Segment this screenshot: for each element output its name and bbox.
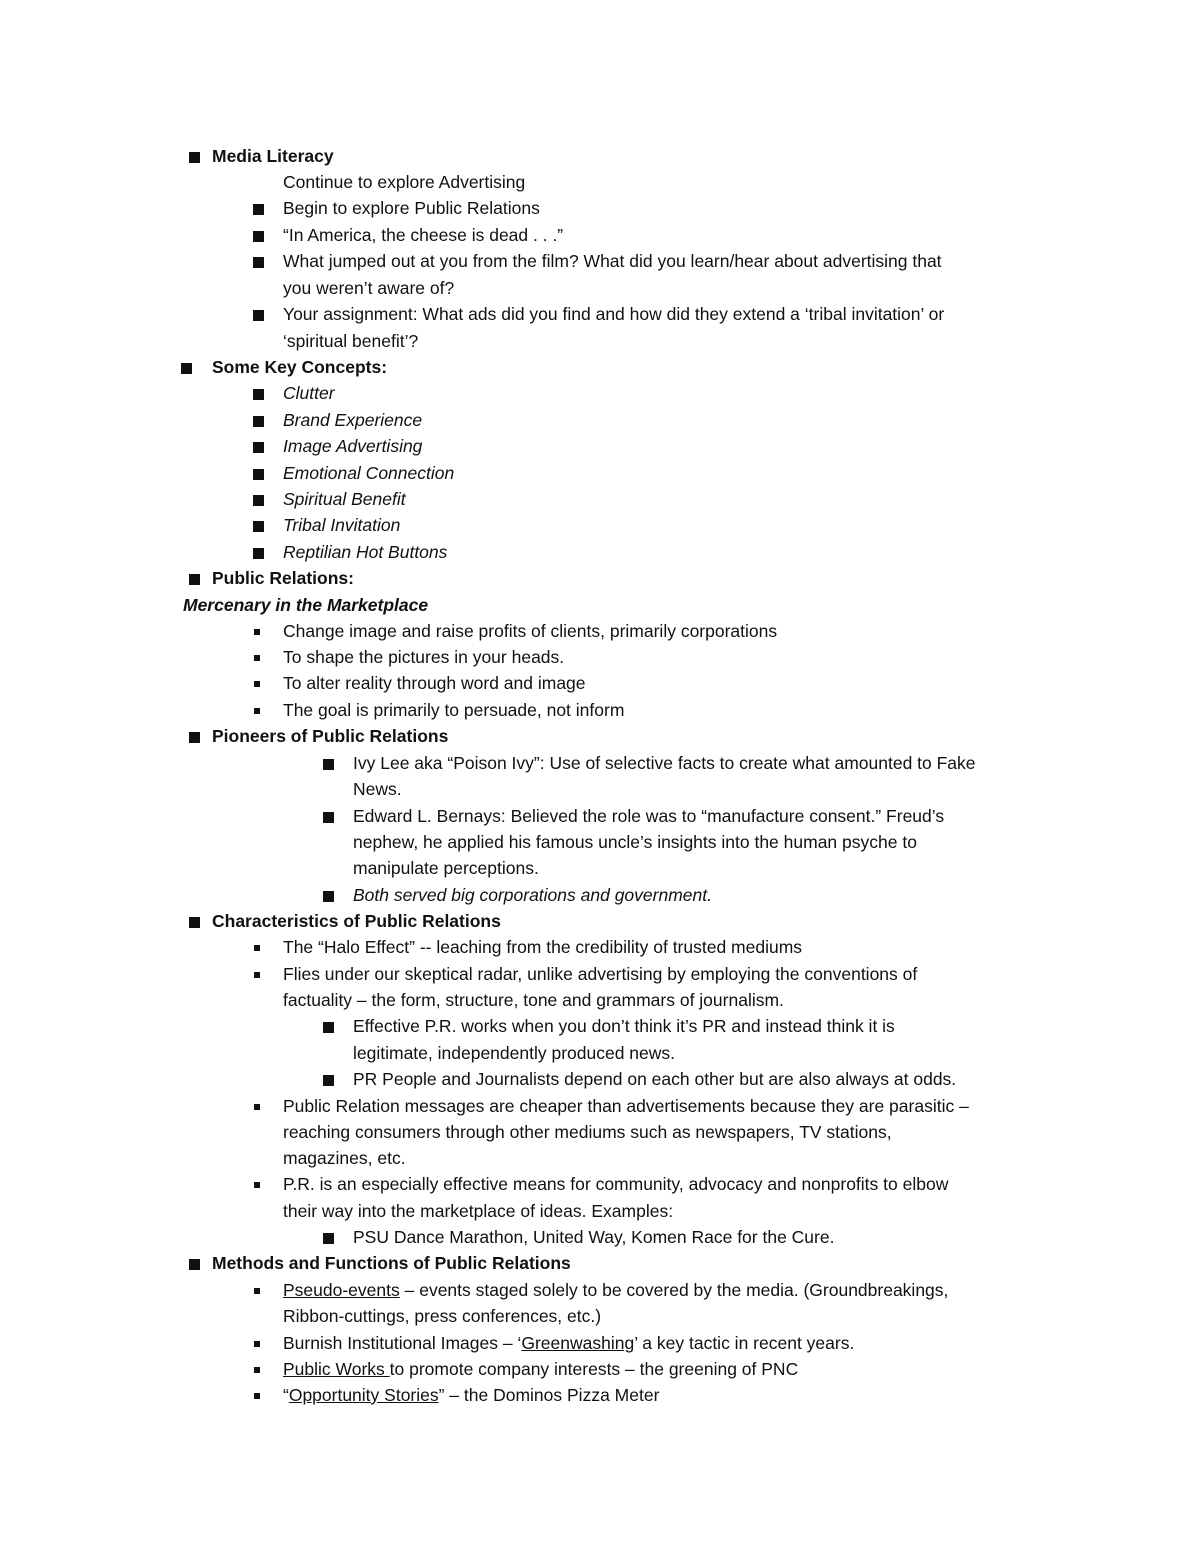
document-line (283, 672, 586, 694)
line-text: Tribal Invitation (283, 515, 401, 535)
document-line (283, 1121, 892, 1143)
document-line (283, 1200, 673, 1222)
line-text: “ (283, 1385, 289, 1405)
line-text: Your assignment: What ads did you find and how did they extend a ‘tribal invitation’ or (283, 304, 945, 324)
document-line (283, 1305, 601, 1327)
line-text: Characteristics of Public Relations (212, 911, 501, 931)
line-text: Clutter (283, 383, 335, 403)
line-text: “In America, the cheese is dead . . .” (283, 225, 564, 245)
small-square-bullet-icon (254, 945, 260, 951)
square-bullet-icon (253, 548, 264, 559)
line-text: ‘spiritual benefit’? (283, 331, 419, 351)
square-bullet-icon (323, 1022, 334, 1033)
square-bullet-icon (253, 204, 264, 215)
underlined-text: Opportunity Stories (288, 1385, 439, 1405)
line-text: Change image and raise profits of clients, primarily corporations (283, 621, 778, 641)
document-line (283, 435, 422, 457)
document-line (283, 1095, 969, 1117)
underlined-text: Public Works (283, 1359, 390, 1379)
document-line (212, 910, 501, 932)
document-line (283, 936, 802, 958)
document-line (283, 330, 418, 352)
document-line (353, 752, 976, 774)
line-text: – events staged solely to be covered by the media. (Groundbreakings, (399, 1280, 949, 1300)
square-bullet-icon (189, 574, 200, 585)
line-text: you weren’t aware of? (283, 278, 455, 298)
line-text: manipulate perceptions. (353, 858, 539, 878)
document-line (283, 197, 540, 219)
square-bullet-icon (323, 812, 334, 823)
square-bullet-icon (323, 891, 334, 902)
document-line (353, 857, 539, 879)
document-line (283, 963, 917, 985)
line-text: Media Literacy (212, 146, 334, 166)
document-line (183, 594, 428, 616)
square-bullet-icon (189, 917, 200, 928)
line-text: The “Halo Effect” -- leaching from the credibility of trusted mediums (283, 937, 803, 957)
document-line (283, 989, 784, 1011)
line-text: To shape the pictures in your heads. (283, 647, 565, 667)
small-square-bullet-icon (254, 655, 260, 661)
square-bullet-icon (253, 310, 264, 321)
line-text: Brand Experience (283, 410, 423, 430)
document-line (212, 567, 354, 589)
document-line (283, 488, 406, 510)
line-text: Ribbon-cuttings, press conferences, etc.) (283, 1306, 602, 1326)
small-square-bullet-icon (254, 1367, 260, 1373)
document-line (353, 1068, 956, 1090)
square-bullet-icon (253, 257, 264, 268)
square-bullet-icon (189, 732, 200, 743)
small-square-bullet-icon (254, 629, 260, 635)
small-square-bullet-icon (254, 1182, 260, 1188)
document-line (283, 1147, 406, 1169)
square-bullet-icon (253, 442, 264, 453)
document-line (212, 356, 387, 378)
square-bullet-icon (189, 152, 200, 163)
document-line (283, 541, 447, 563)
document-line (353, 805, 944, 827)
document-line (283, 1173, 948, 1195)
document-line (283, 620, 777, 642)
square-bullet-icon (323, 1075, 334, 1086)
document-line (283, 514, 400, 536)
line-text: Reptilian Hot Buttons (283, 542, 448, 562)
line-text: Image Advertising (283, 436, 423, 456)
document-line (353, 1226, 834, 1248)
line-text: Begin to explore Public Relations (283, 198, 540, 218)
document-line (283, 462, 454, 484)
document-line (283, 1358, 798, 1380)
document-line (283, 1384, 659, 1406)
document-line (283, 1279, 948, 1301)
document-line (353, 884, 712, 906)
line-text: Both served big corporations and government. (353, 885, 712, 905)
line-text: News. (353, 779, 402, 799)
line-text: Mercenary in the Marketplace (183, 595, 429, 615)
small-square-bullet-icon (254, 1393, 260, 1399)
line-text: PSU Dance Marathon, United Way, Komen Race for the Cure. (353, 1227, 835, 1247)
line-text: Continue to explore Advertising (283, 172, 526, 192)
underlined-text: Pseudo-events (283, 1280, 400, 1300)
line-text: Ivy Lee aka “Poison Ivy”: Use of selective facts to create what amounted to Fake (353, 753, 976, 773)
square-bullet-icon (253, 416, 264, 427)
line-text: Flies under our skeptical radar, unlike advertising by employing the conventions of (283, 964, 918, 984)
line-text: ’ a key tactic in recent years. (634, 1333, 855, 1353)
document-line (283, 171, 525, 193)
square-bullet-icon (253, 231, 264, 242)
line-text: Pioneers of Public Relations (212, 726, 449, 746)
square-bullet-icon (323, 1233, 334, 1244)
document-line (353, 778, 402, 800)
document-line (283, 224, 563, 246)
document-line (212, 725, 448, 747)
document-line (283, 699, 624, 721)
document-line (212, 145, 334, 167)
document-line (353, 1042, 675, 1064)
line-text: factuality – the form, structure, tone and grammars of journalism. (283, 990, 784, 1010)
line-text: Effective P.R. works when you don’t think it’s PR and instead think it is (353, 1016, 895, 1036)
document-line (283, 1332, 854, 1354)
line-text: The goal is primarily to persuade, not inform (283, 700, 625, 720)
line-text: magazines, etc. (283, 1148, 406, 1168)
line-text: Public Relations: (212, 568, 354, 588)
square-bullet-icon (253, 495, 264, 506)
square-bullet-icon (253, 469, 264, 480)
line-text: Methods and Functions of Public Relations (212, 1253, 571, 1273)
document-line (283, 409, 422, 431)
line-text: their way into the marketplace of ideas. Examples: (283, 1201, 674, 1221)
square-bullet-icon (323, 759, 334, 770)
document-line (283, 303, 944, 325)
small-square-bullet-icon (254, 1341, 260, 1347)
line-text: Emotional Connection (283, 463, 455, 483)
document-line (353, 831, 917, 853)
document-line (283, 277, 454, 299)
line-text: reaching consumers through other mediums such as newspapers, TV stations, (283, 1122, 892, 1142)
line-text: What jumped out at you from the film? What did you learn/hear about advertising that (283, 251, 942, 271)
small-square-bullet-icon (254, 1288, 260, 1294)
line-text: Edward L. Bernays: Believed the role was to “manufacture consent.” Freud’s (353, 806, 945, 826)
line-text: Spiritual Benefit (283, 489, 406, 509)
small-square-bullet-icon (254, 972, 260, 978)
underlined-text: Greenwashing (521, 1333, 635, 1353)
line-text: to promote company interests – the greening of PNC (389, 1359, 799, 1379)
line-text: PR People and Journalists depend on each other but are also always at odds. (353, 1069, 957, 1089)
small-square-bullet-icon (254, 681, 260, 687)
line-text: ” – the Dominos Pizza Meter (438, 1385, 660, 1405)
small-square-bullet-icon (254, 708, 260, 714)
line-text: legitimate, independently produced news. (353, 1043, 676, 1063)
square-bullet-icon (253, 389, 264, 400)
line-text: nephew, he applied his famous uncle’s insights into the human psyche to (353, 832, 917, 852)
line-text: Public Relation messages are cheaper than advertisements because they are parasitic – (283, 1096, 969, 1116)
line-text: Burnish Institutional Images – ‘ (283, 1333, 522, 1353)
line-text: Some Key Concepts: (212, 357, 388, 377)
square-bullet-icon (253, 521, 264, 532)
small-square-bullet-icon (254, 1104, 260, 1110)
document-line (283, 250, 942, 272)
line-text: To alter reality through word and image (283, 673, 586, 693)
square-bullet-icon (181, 363, 192, 374)
square-bullet-icon (189, 1259, 200, 1270)
line-text: P.R. is an especially effective means for community, advocacy and nonprofits to elbow (283, 1174, 949, 1194)
document-line (212, 1252, 571, 1274)
document-line (353, 1015, 895, 1037)
document-line (283, 382, 335, 404)
document-line (283, 646, 564, 668)
